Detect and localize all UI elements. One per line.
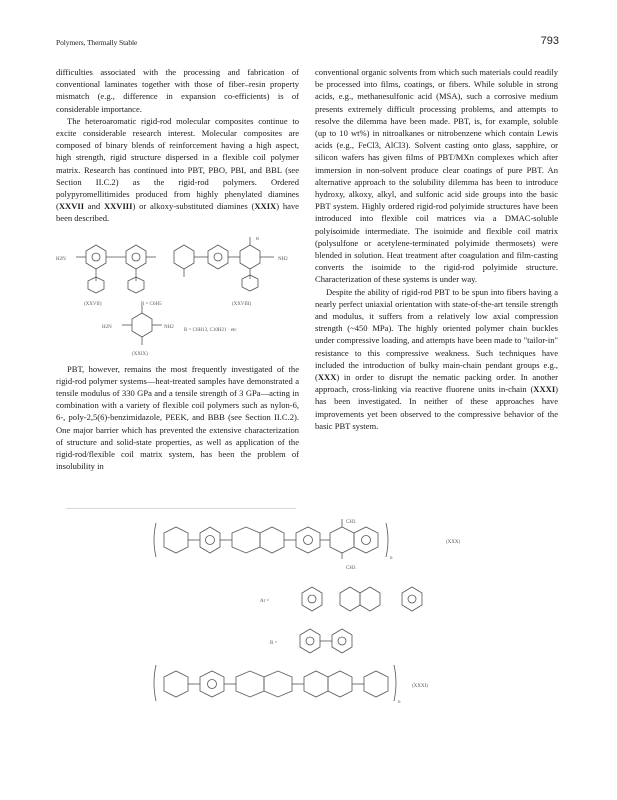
label-xxx: (XXX) bbox=[446, 540, 461, 545]
label-xxxi: (XXXI) bbox=[412, 684, 428, 689]
right-paragraph-2-text-c: ) in order to disrupt the nematic packing order. In another approach, cross-linking via reactive fluorene units in-chain ( bbox=[315, 372, 558, 395]
label-nh2-xxix: NH2 bbox=[164, 324, 174, 330]
right-column bbox=[315, 66, 558, 432]
structure-xxvii bbox=[76, 245, 156, 293]
structure-ar-groups bbox=[302, 587, 422, 611]
structure-xxxi bbox=[154, 665, 396, 701]
right-paragraph-1: conventional organic solvents from which such materials could readily be processed into films, coatings, or fibers. While soluble in strong acids, e.g., methanesulfonic acid (MSA), such a corrosive medium presents extremely difficult processing problems, and attempts to resolve the dilemma have been made. PBT, is, for example, soluble (up to 10 wt%) in nitroalkanes or nitrobenzene which contain Lewis acids (e.g., FeCl3, AlCl3). Solvent casting onto glass, sapphire, or silicon wafers has given films of PBT/MXn complexes which after immersion in non-solvent produce clear coatings of pure PBT. An alternative approach to the solubility dilemma has been to introduce hydroxy, alkoxy, alkyl, and sulfonic acid side groups into the basic PBT system. Highly ordered rigid-rod polyimide structures have been introduced into flexible coil matrices via a DMAC-soluble polyisoimide intermediate. The isoimide and flexible coil matrix (polysulfone or acetylene-terminated polyimide thermosets) were blended in solution. Heat treatment after coagulation and film-casting converts the isoimide to the rigid-rod polyimide structure. Characterization of these systems is under way. bbox=[315, 67, 558, 285]
left-paragraph-2-and: and bbox=[84, 201, 104, 212]
structure-r-group bbox=[300, 629, 352, 653]
label-r-c6h5: R = C6H5 bbox=[141, 301, 162, 307]
right-paragraph-2-text-a: Despite the ability of rigid-rod PBT to be spun into fibers having a nearly perfect uniaxial orientation with state-of-the-art tensile strength and modulus, it suffers from a relatively low axial compression strength (~450 MPa). The highly oriented polymer chain buckles under compressive loading, and attempts have been made to "tailor-in" resistance to this compressive weakness. Such techniques have included the introduction of bulky main-chain pendant groups e.g., ( bbox=[315, 286, 558, 383]
label-h2n-xxix: H2N bbox=[102, 324, 112, 330]
structure-xxx bbox=[154, 519, 388, 559]
label-r-alkyl: R = C6H13, C10H21 · etc bbox=[184, 327, 237, 333]
label-n-xxx: n bbox=[390, 556, 393, 561]
compound-ref-xxix: XXIX bbox=[254, 201, 277, 212]
label-ar: Ar = bbox=[260, 599, 270, 604]
right-paragraph-2-text-d: ) has been investigated. In neither of these approaches have improvements yet been observed to the compressive behavior of the basic PBT system. bbox=[315, 384, 558, 431]
label-h2n: H2N bbox=[56, 256, 66, 262]
left-paragraph-1: difficulties associated with the processing and fabrication of conventional laminates together with those of fiber–resin property mismatch (e.g., difference in expansion co-efficients) is of considerable importance. bbox=[56, 67, 299, 114]
label-xxviii: (XXVIII) bbox=[232, 301, 252, 307]
label-r-eq: R = bbox=[270, 641, 278, 646]
left-column bbox=[56, 66, 299, 472]
compound-ref-xxxi: XXXI bbox=[533, 384, 556, 395]
left-paragraph-2 bbox=[56, 115, 299, 225]
right-paragraph-2 bbox=[315, 286, 558, 432]
chemical-structure-figure-top bbox=[56, 231, 299, 359]
structure-xxviii bbox=[174, 237, 274, 291]
label-xxix: (XXIX) bbox=[132, 351, 148, 357]
left-paragraph-2-text-d: ) have been described. bbox=[56, 201, 299, 224]
label-n-xxxi: n bbox=[398, 700, 401, 705]
left-paragraph-3: PBT, however, remains the most frequently investigated of the rigid-rod polymer systems—heat-treated samples have demonstrated a tensile modulus of 330 GPa and a tensile strength of 3 GPa—acting in combination with a variety of flexible coil polymers such as nylon-6, 6-, poly-2,5(6)-benzimidazole, PEEK, and BBB (see Section II.C.2). One major barrier which has prevented the extensive characterization of structure and solid-state properties, as well as application of the rigid-rod/flexible coil matrix system, has been the problem of insolubility in bbox=[56, 363, 299, 472]
compound-ref-xxvii: XXVII bbox=[58, 201, 85, 212]
label-ch3-bottom: CH3 bbox=[346, 566, 356, 571]
label-r-small: R bbox=[256, 235, 260, 241]
running-title: Polymers, Thermally Stable bbox=[56, 38, 138, 47]
left-paragraph-2-text-a: The heteroaromatic rigid-rod molecular composites continue to excite considerable research interest. Molecular composites are composed of binary blends of reinforcement having a high aspect, high strength, rigid structure dispersed in a flexible coil polymer matrix. Research has continued into PBT, PBO, PBI, and BBL (see Section II.C.2) as the rigid-rod polymers. Ordered polypyromellitimides produced from highly phenylated diamines ( bbox=[56, 115, 299, 212]
label-nh2-top: NH2 bbox=[278, 256, 288, 262]
compound-ref-xxviii: XXVIII bbox=[103, 201, 133, 212]
page-number: 793 bbox=[540, 35, 559, 47]
structure-xxix bbox=[122, 305, 162, 345]
label-xxvii: (XXVII) bbox=[84, 301, 102, 307]
compound-ref-xxx: XXX bbox=[317, 372, 337, 383]
left-paragraph-2-text-c: ) or alkoxy-substituted diamines ( bbox=[132, 201, 255, 212]
chemical-structure-figure-bottom bbox=[150, 515, 470, 715]
label-ch3-top: CH3 bbox=[346, 520, 356, 525]
section-divider bbox=[66, 508, 296, 509]
